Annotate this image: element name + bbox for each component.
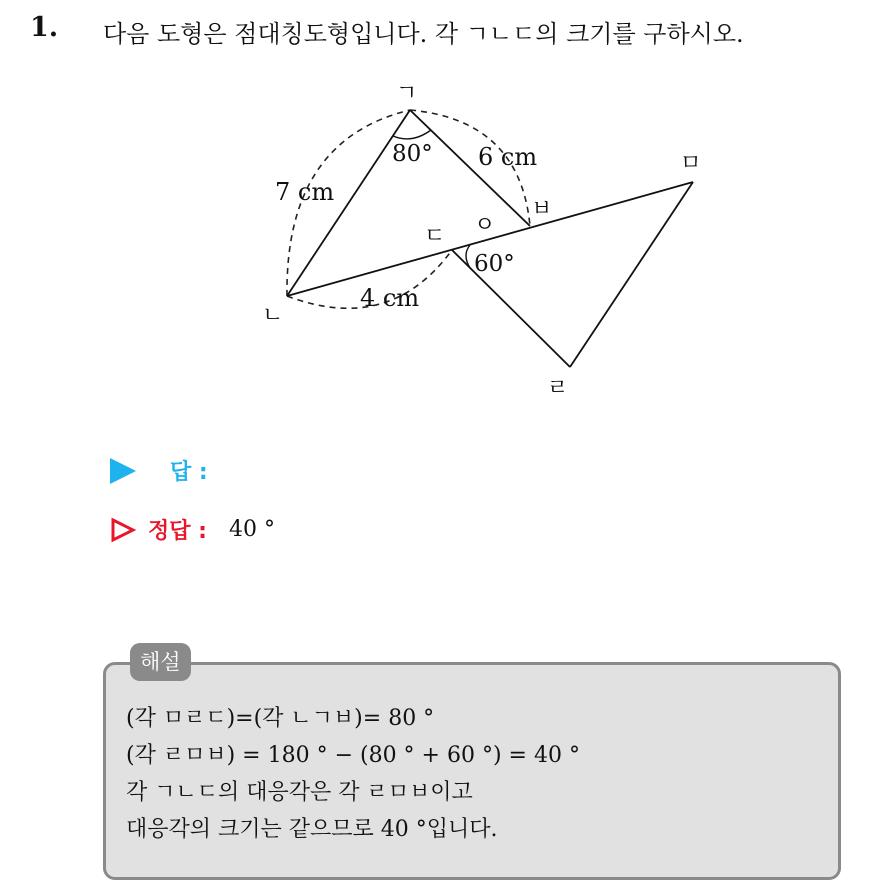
explanation-line: 대응각의 크기는 같으므로 40 °입니다. xyxy=(126,817,498,842)
correct-answer-row xyxy=(110,514,275,545)
vertex-label-d: ㄷ xyxy=(424,224,446,249)
vertex-label-o: ㅇ xyxy=(474,213,496,238)
question-number: 1. xyxy=(30,12,59,43)
explanation-line: 각 ㄱㄴㄷ의 대응각은 각 ㄹㅁㅂ이고 xyxy=(126,780,473,805)
explanation-text xyxy=(126,700,580,848)
edge-n-m xyxy=(287,182,693,296)
play-arrow-icon xyxy=(110,458,136,484)
vertex-label-b: ㅂ xyxy=(531,197,553,222)
question-text: 다음 도형은 점대칭도형입니다. 각 ㄱㄴㄷ의 크기를 구하시오. xyxy=(103,20,744,48)
explanation-line: (각 ㅁㄹㄷ)=(각 ㄴㄱㅂ)= 80 ° xyxy=(126,706,435,731)
side-gb-length: 6 cm xyxy=(478,143,538,171)
correct-answer-label: 정답 : xyxy=(148,519,207,544)
vertex-label-r: ㄹ xyxy=(547,376,569,401)
outline-arrow-icon xyxy=(110,517,136,543)
angle-arc-g xyxy=(393,130,431,139)
vertex-label-n: ㄴ xyxy=(262,303,284,328)
angle-d-value: 60° xyxy=(474,251,515,277)
answer-label: 답 : xyxy=(170,460,208,485)
explanation-tag: 해설 xyxy=(130,643,191,681)
side-nd-length: 4 cm xyxy=(360,284,420,312)
vertex-label-g: ㄱ xyxy=(396,81,418,106)
answer-row xyxy=(110,455,208,486)
edge-r-m xyxy=(570,182,693,367)
explanation-line: (각 ㄹㅁㅂ) = 180 ° − (80 ° + 60 °) = 40 ° xyxy=(126,743,580,768)
vertex-label-m: ㅁ xyxy=(680,151,702,176)
correct-answer-value: 40 ° xyxy=(228,517,275,542)
side-gn-length: 7 cm xyxy=(275,178,335,206)
angle-g-value: 80° xyxy=(392,141,433,167)
